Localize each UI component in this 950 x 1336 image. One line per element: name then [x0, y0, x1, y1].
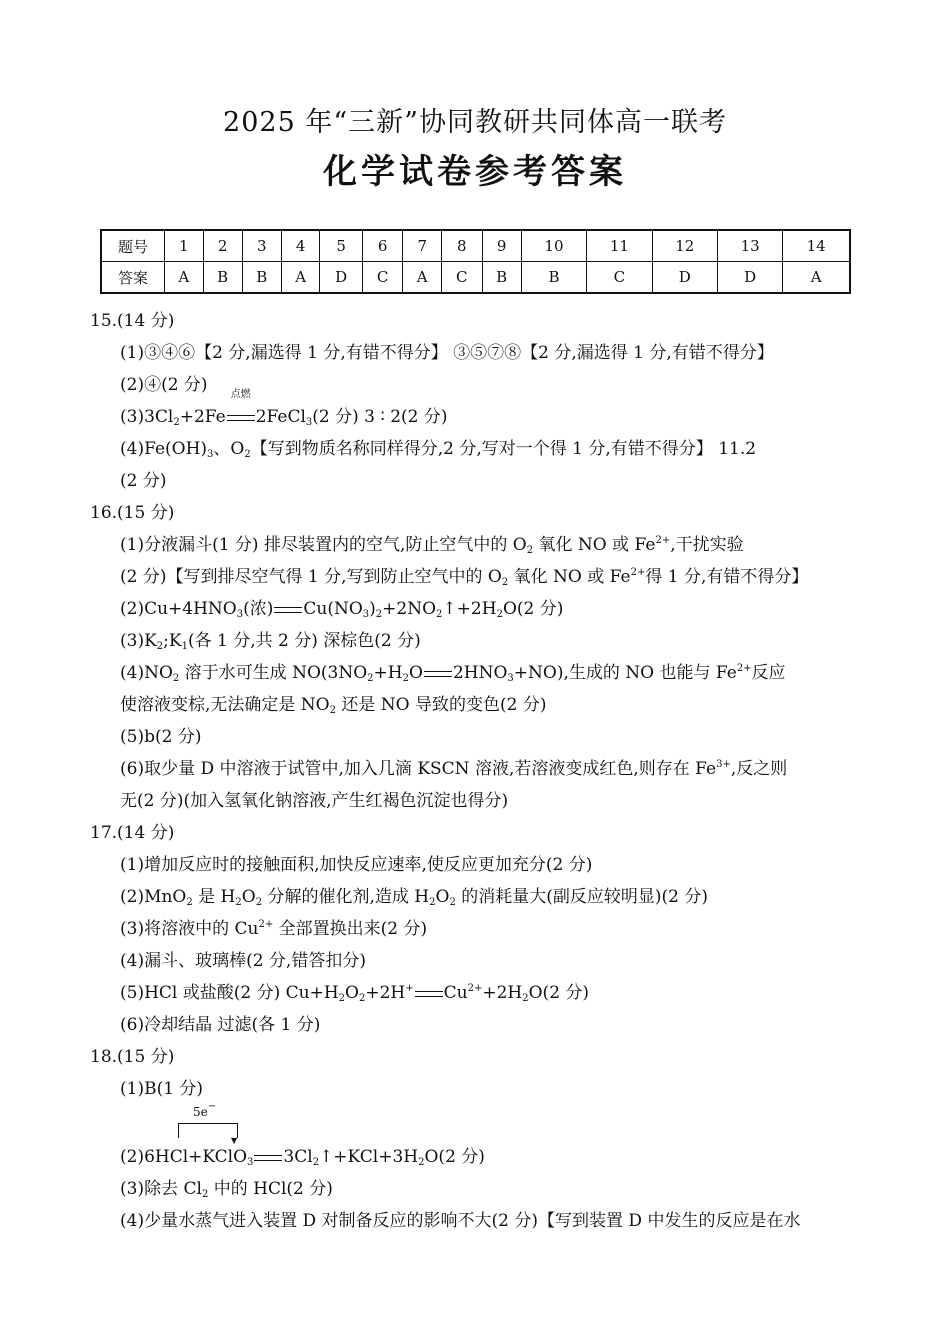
q18-heading: 18.(15 分) [90, 1047, 175, 1067]
answer-cell: A [281, 262, 320, 294]
subscript: 2 [402, 673, 409, 684]
question-number: 14 [783, 230, 850, 262]
text-run: (1)分液漏斗(1 分) 排尽装置内的空气,防止空气中的 O [120, 535, 527, 555]
text-run: ↑+KCl+3H [319, 1147, 419, 1167]
subscript: 2 [338, 993, 346, 1004]
subscript: 2 [358, 993, 366, 1004]
subscript: 2 [449, 897, 456, 908]
superscript: 2+ [467, 983, 483, 994]
subscript: 2 [526, 545, 534, 556]
equals-sign [415, 991, 443, 997]
text-run: (3)除去 Cl [120, 1179, 202, 1199]
subscript: 3 [362, 609, 370, 620]
text-run: +NO),生成的 NO 也能与 Fe [513, 663, 737, 683]
text-run: +2H [365, 983, 406, 1003]
text-run: O [409, 663, 423, 683]
text-run: 2FeCl [255, 407, 306, 427]
answer-cell: B [482, 262, 521, 294]
q18-part2-electron-transfer [90, 1101, 865, 1173]
subscript: 3 [507, 673, 514, 684]
text-run: 溶于水可生成 NO(3NO [179, 663, 368, 683]
text-run: 使溶液变棕,无法确定是 NO [120, 695, 330, 715]
q15-part2: (2)④(2 分) [120, 375, 208, 395]
text-run: ,干扰实验 [670, 535, 744, 555]
exam-title: 2025 年“三新”协同教研共同体高一联考 [223, 107, 727, 138]
text-run: 全部置换出来(2 分) [273, 919, 428, 939]
subscript: 2 [156, 641, 164, 652]
q17-part3 [90, 913, 865, 945]
reaction-condition-equals [226, 389, 256, 433]
answer-cell: A [165, 262, 204, 294]
answer-cell: B [521, 262, 586, 294]
text-run: O [345, 983, 359, 1003]
superscript: − [207, 1101, 217, 1112]
reaction-condition: 点燃 [230, 389, 251, 400]
q15-part4-cont: (2 分) [120, 471, 167, 491]
answer-table-number-row [101, 230, 850, 262]
text-run: 氧化 NO 或 Fe [533, 535, 656, 555]
superscript: + [405, 983, 414, 994]
question-number: 9 [482, 230, 521, 262]
text-run: (6)取少量 D 中溶液于试管中,加入几滴 KSCN 溶液,若溶液变成红色,则存在 Fe [120, 759, 717, 779]
text-run: (2)Cu+4HNO [120, 599, 237, 619]
subscript: 2 [436, 609, 443, 620]
q18-part2 [120, 1141, 485, 1173]
subscript: 3 [247, 1157, 254, 1168]
q15-heading: 15.(14 分) [90, 311, 175, 331]
subscript: 2 [496, 609, 503, 620]
question-number: 5 [320, 230, 362, 262]
text-run: 3Cl [283, 1147, 313, 1167]
q17-part2 [90, 881, 865, 913]
text-run: O [241, 887, 256, 907]
subscript: 1 [181, 641, 188, 652]
question-number: 3 [242, 230, 281, 262]
q16-heading: 16.(15 分) [90, 503, 175, 523]
subscript: 2 [172, 673, 180, 684]
q18-part1: (1)B(1 分) [120, 1079, 204, 1099]
question-number: 10 [521, 230, 586, 262]
subscript: 2 [235, 897, 242, 908]
superscript: 2+ [258, 919, 274, 930]
superscript: 2+ [736, 663, 752, 674]
text-run: O(2 分) [502, 599, 564, 619]
text-run: 还是 NO 导致的变色(2 分) [336, 695, 547, 715]
text-run: O(2 分) [424, 1147, 485, 1167]
superscript: 2+ [655, 535, 671, 546]
text-run: O [435, 887, 450, 907]
question-number: 7 [403, 230, 442, 262]
answer-cell: A [783, 262, 850, 294]
subscript: 2 [418, 1157, 425, 1168]
subscript: 3 [305, 417, 313, 428]
answer-table-answer-row [101, 262, 850, 294]
q15-part3 [90, 389, 865, 433]
electron-transfer-bracket [178, 1123, 238, 1138]
subscript: 2 [501, 577, 509, 588]
text-run: 分解的催化剂,造成 H [262, 887, 430, 907]
text-run: 是 H [192, 887, 236, 907]
subscript: 2 [255, 897, 263, 908]
answer-cell: D [320, 262, 362, 294]
question-number: 2 [203, 230, 242, 262]
q17-part5 [90, 977, 865, 1009]
question-number: 8 [441, 230, 482, 262]
answer-cell: B [242, 262, 281, 294]
q16-part4 [90, 657, 865, 689]
answer-content [90, 305, 865, 1237]
question-number: 6 [362, 230, 403, 262]
answer-cell: C [362, 262, 403, 294]
arrow-down-icon: ▼ [231, 1136, 238, 1145]
q18-part3 [90, 1173, 865, 1205]
q15-part4 [90, 433, 865, 465]
subscript: 2 [375, 609, 383, 620]
q17-part6: (6)冷却结晶 过滤(各 1 分) [120, 1015, 321, 1035]
answer-cell: C [587, 262, 652, 294]
equals-sign [274, 607, 302, 613]
q16-part2 [90, 593, 865, 625]
q17-part1: (1)增加反应时的接触面积,加快反应速率,使反应更加充分(2 分) [120, 855, 593, 875]
text-run: (2)MnO [120, 887, 187, 907]
text-run: (浓) [243, 599, 274, 619]
subscript: 2 [329, 705, 336, 716]
answer-table [100, 229, 851, 294]
text-run: ) [369, 599, 376, 619]
row-label-answers: 答案 [101, 262, 165, 294]
electron-transfer-label [193, 1101, 217, 1119]
subscript: 2 [186, 897, 193, 908]
q15-part1: (1)③④⑥【2 分,漏选得 1 分,有错不得分】 ③⑤⑦⑧【2 分,漏选得 1 分,有错不得分】 [120, 343, 774, 363]
text-run: 得 1 分,有错不得分】 [645, 567, 809, 587]
q16-part6-cont: 无(2 分)(加入氢氧化钠溶液,产生红褐色沉淀也得分) [120, 791, 509, 811]
text-run: (3)将溶液中的 Cu [120, 919, 259, 939]
subscript: 2 [244, 449, 251, 460]
subscript: 3 [207, 449, 214, 460]
text-run: Cu [443, 983, 468, 1003]
text-run: ↑+2H [442, 599, 497, 619]
text-run: (2 分) 3 ∶ 2(2 分) [312, 407, 448, 427]
text-run: (2 分)【写到排尽空气得 1 分,写到防止空气中的 O [120, 567, 502, 587]
question-number: 12 [652, 230, 717, 262]
q16-part4-cont [90, 689, 865, 721]
question-number: 11 [587, 230, 652, 262]
text-run: ,反之则 [730, 759, 788, 779]
answer-cell: C [441, 262, 482, 294]
exam-subtitle: 化学试卷参考答案 [323, 152, 627, 192]
text-run: (3)3Cl [120, 407, 174, 427]
text-run: 、O [213, 439, 245, 459]
text-run: 反应 [751, 663, 786, 683]
text-run: 的消耗量大(副反应较明显)(2 分) [455, 887, 708, 907]
subscript: 2 [522, 993, 529, 1004]
q16-part3 [90, 625, 865, 657]
text-run: (4)NO [120, 663, 173, 683]
text-run: +2Fe [179, 407, 226, 427]
q16-part6 [90, 753, 865, 785]
text-run: 氧化 NO 或 Fe [508, 567, 631, 587]
q18-part4: (4)少量水蒸气进入装置 D 对制备反应的影响不大(2 分)【写到装置 D 中发生的反应是在水 [120, 1211, 801, 1231]
q16-part1-cont [90, 561, 865, 593]
text-run: (4)Fe(OH) [120, 439, 208, 459]
row-label-numbers: 题号 [101, 230, 165, 262]
text-run: (各 1 分,共 2 分) 深棕色(2 分) [187, 631, 421, 651]
equals-sign [254, 1155, 282, 1161]
subscript: 2 [173, 417, 180, 428]
text-run: +2H [482, 983, 523, 1003]
text-run: 【写到物质名称同样得分,2 分,写对一个得 1 分,有错不得分】 11.2 [250, 439, 757, 459]
text-run: (2)6HCl+KClO [120, 1147, 248, 1167]
text-run: 2HNO [452, 663, 508, 683]
text-run: (5)HCl 或盐酸(2 分) Cu+H [120, 983, 339, 1003]
q17-heading: 17.(14 分) [90, 823, 175, 843]
equals-sign [424, 671, 452, 677]
text-run: 中的 HCl(2 分) [208, 1179, 333, 1199]
question-number: 1 [165, 230, 204, 262]
text-run: ;K [163, 631, 182, 651]
subscript: 2 [429, 897, 436, 908]
text-run: Cu(NO [303, 599, 363, 619]
subscript: 3 [236, 609, 244, 620]
q16-part5: (5)b(2 分) [120, 727, 202, 747]
q17-part4: (4)漏斗、玻璃棒(2 分,错答扣分) [120, 951, 366, 971]
text-run: +2NO [382, 599, 437, 619]
q16-part1 [90, 529, 865, 561]
answer-cell: A [403, 262, 442, 294]
text-run: O(2 分) [528, 983, 590, 1003]
text-run: 5e [193, 1105, 208, 1119]
question-number: 4 [281, 230, 320, 262]
text-run: (3)K [120, 631, 157, 651]
subscript: 2 [201, 1189, 209, 1200]
text-run: +H [373, 663, 403, 683]
answer-cell: B [203, 262, 242, 294]
answer-cell: D [652, 262, 717, 294]
superscript: 2+ [630, 567, 646, 578]
answer-cell: D [717, 262, 782, 294]
superscript: 3+ [716, 759, 731, 770]
subscript: 2 [312, 1157, 320, 1168]
subscript: 2 [367, 673, 374, 684]
question-number: 13 [717, 230, 782, 262]
